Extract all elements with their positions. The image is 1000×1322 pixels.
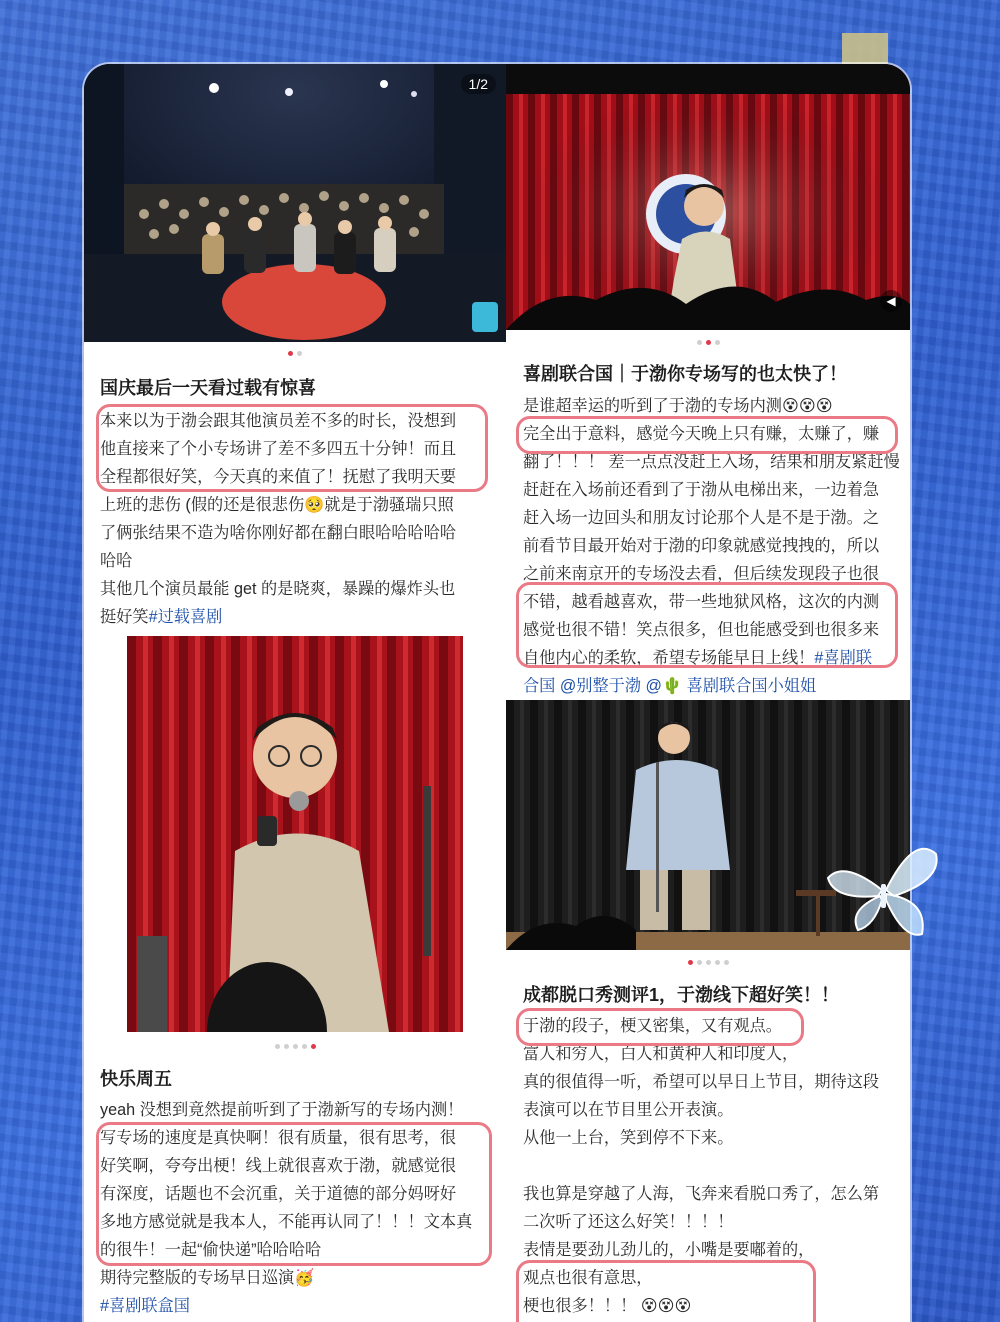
post-line: 完全出于意料，感觉今天晚上只有赚，太赚了，赚 — [523, 425, 880, 443]
post-line: 全程都很好笑，今天真的来值了！抚慰了我明天要 — [100, 468, 457, 486]
carousel-dots[interactable] — [506, 960, 910, 965]
carousel-dot[interactable] — [715, 960, 720, 965]
post-line: 表演可以在节目里公开表演。 — [523, 1101, 734, 1119]
carousel-dot[interactable] — [715, 340, 720, 345]
hashtag-link[interactable]: #过载喜剧 — [148, 608, 223, 626]
carousel-dot[interactable] — [724, 960, 729, 965]
theater-scene-illustration — [84, 64, 506, 342]
post-grid-card — [84, 64, 910, 1322]
post-line: 本来以为于渤会跟其他演员差不多的时长，没想到 — [100, 412, 457, 430]
post-line: 其他几个演员最能 get 的是晓爽，暴躁的爆炸头也 — [100, 580, 456, 598]
carousel-dot[interactable] — [706, 340, 711, 345]
post-line: 梗也很多！！！ 😵😵😵 — [523, 1297, 692, 1315]
post-line: 二次听了还这么好笑！！！！ — [523, 1213, 734, 1231]
post-text: 挺好笑 — [100, 608, 149, 626]
post-body — [523, 1012, 907, 1320]
theater-group-photo[interactable] — [84, 64, 506, 342]
post-line: 感觉也很不错！笑点很多，但也能感受到也很多来 — [523, 621, 880, 639]
post-line: 表情是要劲儿劲儿的，小嘴是要嘟着的， — [523, 1241, 815, 1259]
post-line: 我也算是穿越了人海，飞奔来看脱口秀了，怎么第 — [523, 1185, 880, 1203]
mention-links[interactable]: 合国 @别整于渤 @🌵 喜剧联合国小姐姐 — [523, 677, 817, 695]
carousel-dot[interactable] — [706, 960, 711, 965]
post-line — [100, 603, 500, 631]
post-line: 之前来南京开的专场没去看，但后续发现段子也很 — [523, 565, 880, 583]
post-line: 哈哈 — [100, 552, 133, 570]
comedian-spotlight-photo[interactable] — [506, 64, 910, 330]
image-counter: 1/2 — [461, 74, 496, 94]
post-title[interactable]: 国庆最后一天看过载有惊喜 — [100, 378, 316, 398]
butterfly-icon — [824, 830, 944, 950]
carousel-dot[interactable] — [297, 351, 302, 356]
post-title[interactable]: 成都脱口秀测评1，于渤线下超好笑！！ — [523, 985, 840, 1005]
post-line: yeah 没想到竟然提前听到了于渤新写的专场内测！ — [100, 1101, 464, 1119]
post-line: 的很牛！一起“偷快递”哈哈哈哈 — [100, 1241, 322, 1259]
post-line: 真的很值得一听，希望可以早日上节目，期待这段 — [523, 1073, 880, 1091]
carousel-dot[interactable] — [697, 340, 702, 345]
post-line: 前看节目最开始对于渤的印象就感觉拽拽的，所以 — [523, 537, 880, 555]
comedian-photo[interactable] — [127, 636, 463, 1032]
post-line: 有深度，话题也不会沉重，关于道德的部分妈呀好 — [100, 1185, 457, 1203]
carousel-dots[interactable] — [84, 1044, 506, 1049]
post-line: 好笑啊，夸夸出梗！线上就很喜欢于渤，就感觉很 — [100, 1157, 457, 1175]
carousel-dot[interactable] — [284, 1044, 289, 1049]
post-line: 于渤的段子，梗又密集，又有观点。 — [523, 1017, 782, 1035]
post-line — [523, 644, 907, 672]
post-text: 自他内心的柔软，希望专场能早日上线！ — [523, 649, 815, 667]
post-body — [100, 1096, 500, 1320]
carousel-dot[interactable] — [697, 960, 702, 965]
post-line: 上班的悲伤 (假的还是很悲伤🥺就是于渤骚瑞只照 — [100, 496, 454, 514]
post-line: 富人和穷人，白人和黄种人和印度人， — [523, 1045, 799, 1063]
hashtag-link[interactable]: #喜剧联 — [814, 649, 872, 667]
hashtag-link[interactable]: #喜剧联盒国 — [100, 1297, 190, 1315]
carousel-dot[interactable] — [311, 1044, 316, 1049]
carousel-dots[interactable] — [84, 351, 506, 356]
post-line: 从他一上台，笑到停不下来。 — [523, 1129, 734, 1147]
post-line: 赶入场一边回头和朋友讨论那个人是不是于渤。之 — [523, 509, 880, 527]
carousel-dot[interactable] — [275, 1044, 280, 1049]
post-line: 赶赶在入场前还看到了于渤从电梯出来，一边着急 — [523, 481, 880, 499]
post-line: 他直接来了个小专场讲了差不多四五十分钟！而且 — [100, 440, 457, 458]
post-line: 了俩张结果不造为啥你刚好都在翻白眼哈哈哈哈哈 — [100, 524, 457, 542]
carousel-dot[interactable] — [293, 1044, 298, 1049]
post-line: 是谁超幸运的听到了于渤的专场内测😵😵😵 — [523, 397, 833, 415]
carousel-dot[interactable] — [688, 960, 693, 965]
carousel-dot[interactable] — [288, 351, 293, 356]
carousel-dots[interactable] — [506, 340, 910, 345]
post-line — [523, 1152, 907, 1180]
post-title[interactable]: 喜剧联合国｜于渤你专场写的也太快了！ — [523, 364, 847, 384]
spotlight-stage-illustration — [506, 64, 910, 330]
post-line: 多地方感觉就是我本人，不能再认同了！！！文本真 — [100, 1213, 473, 1231]
post-line: 不错，越看越喜欢，带一些地狱风格，这次的内测 — [523, 593, 880, 611]
post-title[interactable]: 快乐周五 — [100, 1069, 172, 1089]
post-body — [523, 392, 907, 700]
comedian-red-curtain-illustration — [127, 636, 463, 1032]
post-line: 期待完整版的专场早日巡演🥳 — [100, 1269, 315, 1287]
post-body — [100, 407, 500, 631]
post-line: 观点也很有意思， — [523, 1269, 653, 1287]
carousel-dot[interactable] — [302, 1044, 307, 1049]
volume-icon[interactable]: ◀ — [880, 290, 902, 312]
post-line: 翻了！！！ 差一点点没赶上入场，结果和朋友紧赶慢 — [523, 453, 900, 471]
post-line: 写专场的速度是真快啊！很有质量，很有思考，很 — [100, 1129, 457, 1147]
